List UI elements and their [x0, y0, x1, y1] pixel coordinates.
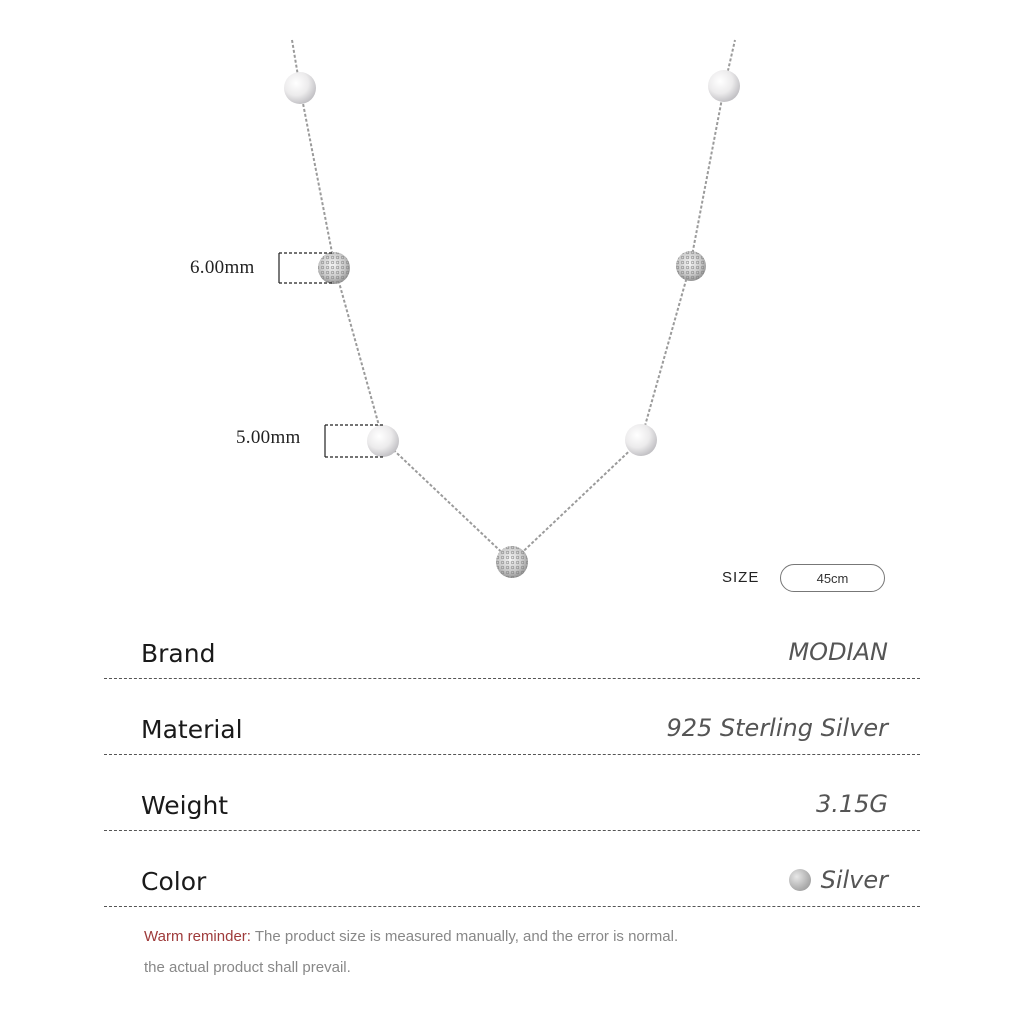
pearl-bead	[625, 424, 657, 456]
spec-label-brand: Brand	[141, 639, 216, 668]
pearl-size-label: 5.00mm	[236, 427, 301, 448]
spec-label-material: Material	[141, 715, 243, 744]
spec-label-color: Color	[141, 867, 207, 896]
pearl-bead	[284, 72, 316, 104]
pave-bead	[676, 251, 706, 281]
color-swatch-icon	[789, 869, 811, 891]
spec-value-material: 925 Sterling Silver	[666, 714, 888, 742]
size-label: SIZE	[722, 569, 760, 586]
spec-value-color-wrap	[789, 866, 888, 894]
necklace-chain	[292, 40, 735, 562]
bead-size-label: 6.00mm	[190, 257, 255, 278]
pave-bead	[496, 546, 528, 578]
size-option-button[interactable]	[780, 564, 885, 592]
spec-row-brand	[104, 603, 920, 679]
spec-row-weight	[104, 755, 920, 831]
pearl-bead	[708, 70, 740, 102]
pave-bead	[318, 252, 350, 284]
spec-value-brand: MODIAN	[788, 638, 888, 666]
spec-value-weight: 3.15G	[815, 790, 888, 818]
size-value: 45cm	[816, 570, 849, 586]
spec-value-color: Silver	[820, 866, 888, 894]
warm-reminder-line-2: the actual product shall prevail.	[144, 959, 351, 976]
warm-reminder-line-1	[144, 928, 678, 945]
warm-reminder-text: The product size is measured manually, and the error is normal.	[250, 928, 679, 945]
warm-reminder-prefix: Warm reminder:	[144, 928, 251, 945]
spec-row-material	[104, 679, 920, 755]
pearl-bead	[367, 425, 399, 457]
spec-row-color	[104, 831, 920, 907]
spec-label-weight: Weight	[141, 791, 229, 820]
